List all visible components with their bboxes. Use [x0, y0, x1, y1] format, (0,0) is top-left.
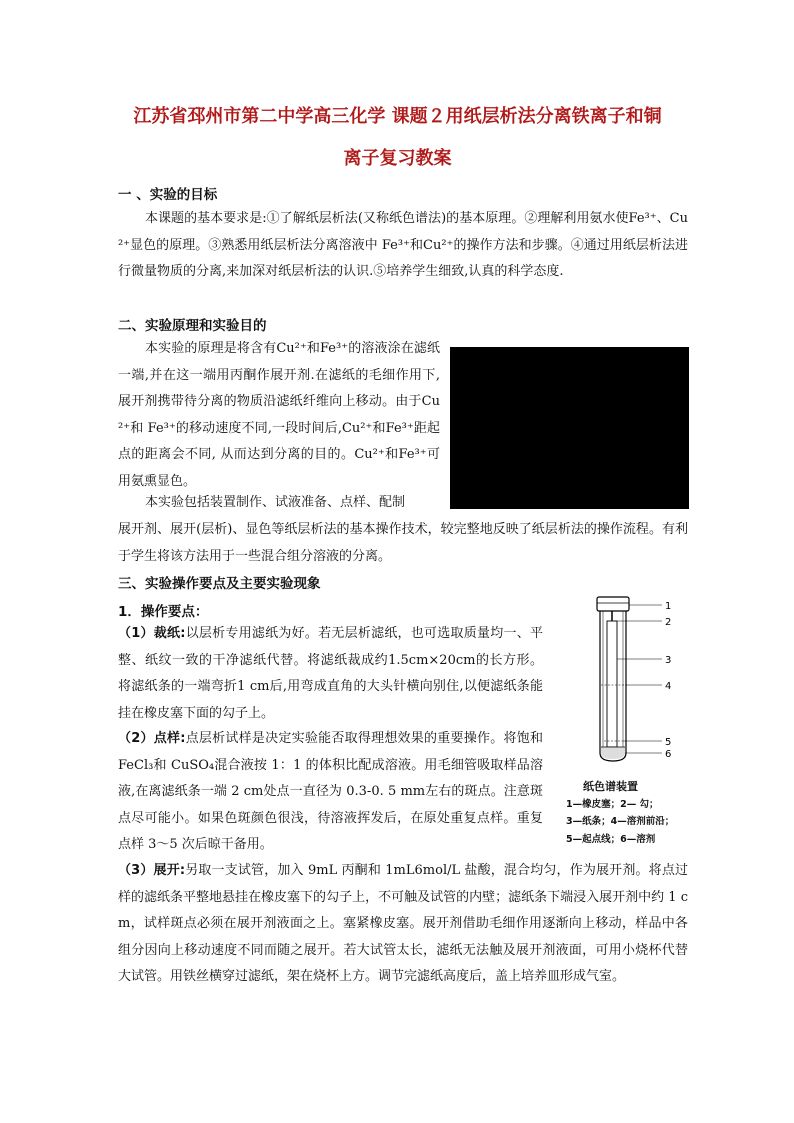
section2-para2-start: 本实验包括装置制作、试液准备、点样、配制 [145, 495, 406, 510]
section1-body: 本课题的基本要求是:①了解纸层析法(又称纸色谱法)的基本原理。②理解利用氨水使Fe³⁺、Cu²⁺显色的原理。③熟悉用纸层析法分离溶液中 Fe³⁺和Cu²⁺的操作方法和步骤。④通过用纸层析法进行微量物质的分离,来加深对纸层析法的认识.⑤培养学生细致,认真的科学态度. [118, 211, 688, 279]
figure-caption-line1: 1—橡皮塞；2— 勾； [566, 799, 659, 810]
section2-para2-rest: 展开剂、展开(层析)、显色等纸层析法的基本操作技术，较完整地反映了纸层析法的操作流程。有利于学生将该方法用于一些混合组分溶液的分离。 [118, 522, 688, 564]
figure-label-6: 6 [665, 749, 672, 760]
item3-text: 另取一支试管，加入 9mL 丙酮和 1mL6mol/L 盐酸，混合均匀，作为展开剂。将点过样的滤纸条平整地悬挂在橡皮塞下的勾子上，不可触及试管的内壁；滤纸条下端浸入展开剂中约 1 cm，试样斑点必须在展开剂液面之上。塞紧橡皮塞。展开剂借助毛细作用逐渐向上移动，样品中各组分因向上移动速度不同而随之展开。若大试管太长，滤纸无法触及展开剂液面，可用小烧杯代替大试管。用铁丝横穿过滤纸，架在烧杯上方。调节完滤纸高度后，盖上培养皿形成气室。 [118, 863, 688, 984]
item2-text: 点层析试样是决定实验能否取得理想效果的重要操作。将饱和 FeCl₃和 CuSO₄混合液按 1：1 的体积比配成溶液。用毛细管吸取样品溶液,在离滤纸条一端 2 cm处点一直径为 0.3-0. 5 mm左右的斑点。注意斑点尽可能小。如果色斑颜色很浅，待溶液挥发后，在原处重复点样。重复点样 3～5 次后晾干备用。 [118, 731, 543, 852]
item2-label: （2）点样: [118, 731, 186, 746]
section2-para1: 本实验的原理是将含有Cu²⁺和Fe³⁺的溶液涂在滤纸一端,并在这一端用丙酮作展开剂.在滤纸的毛细作用下,展开剂携带待分离的物质沿滤纸纤维向上移动。由于Cu²⁺和 Fe³⁺的移动速度不同,一段时间后,Cu²⁺和Fe³⁺距起点的距离会不同, 从而达到分离的目的。Cu²⁺和Fe³⁺可用氨熏显色。 [118, 341, 440, 489]
figure-label-1: 1 [665, 601, 672, 612]
rubber-stopper [597, 597, 629, 611]
document-title-line2: 离子复习教案 [343, 148, 452, 169]
item1-cutting-paper [118, 621, 543, 727]
section3-heading: 三、实验操作要点及主要实验现象 [118, 576, 321, 592]
figure-label-4: 4 [665, 681, 672, 692]
document-title-line1: 江苏省邳州市第二中学高三化学 课题２用纸层析法分离铁离子和铜 [133, 106, 662, 127]
item3-label: （3）展开: [118, 863, 186, 878]
redacted-image [450, 347, 689, 509]
section2-heading: 二、实验原理和实验目的 [118, 318, 267, 334]
figure-caption-line3: 5—起点线；6—溶剂 [566, 834, 656, 845]
section1-heading: 一 、实验的目标 [118, 187, 218, 203]
item3-developing [118, 858, 688, 991]
solvent [601, 747, 625, 759]
subsection-operation-points: 1．操作要点： [118, 604, 209, 620]
figure-caption-title: 纸色谱装置 [583, 780, 638, 793]
paper-strip [607, 621, 617, 747]
figure-label-5: 5 [665, 737, 672, 748]
item1-label: （1）裁纸: [118, 626, 186, 641]
figure-label-2: 2 [665, 617, 672, 628]
item2-spotting [118, 726, 543, 859]
figure-label-3: 3 [665, 655, 672, 666]
figure-caption-line2: 3—纸条；4—溶剂前沿； [566, 816, 675, 827]
item1-text: 以层析专用滤纸为好。若无层析滤纸，也可选取质量均一、平整、纸纹一致的干净滤纸代替。将滤纸裁成约1.5cm×20cm的长方形。将滤纸条的一端弯折1 cm后,用弯成直角的大头针横向别住,以便滤纸条能挂在橡皮塞下面的勾子上。 [118, 626, 543, 721]
